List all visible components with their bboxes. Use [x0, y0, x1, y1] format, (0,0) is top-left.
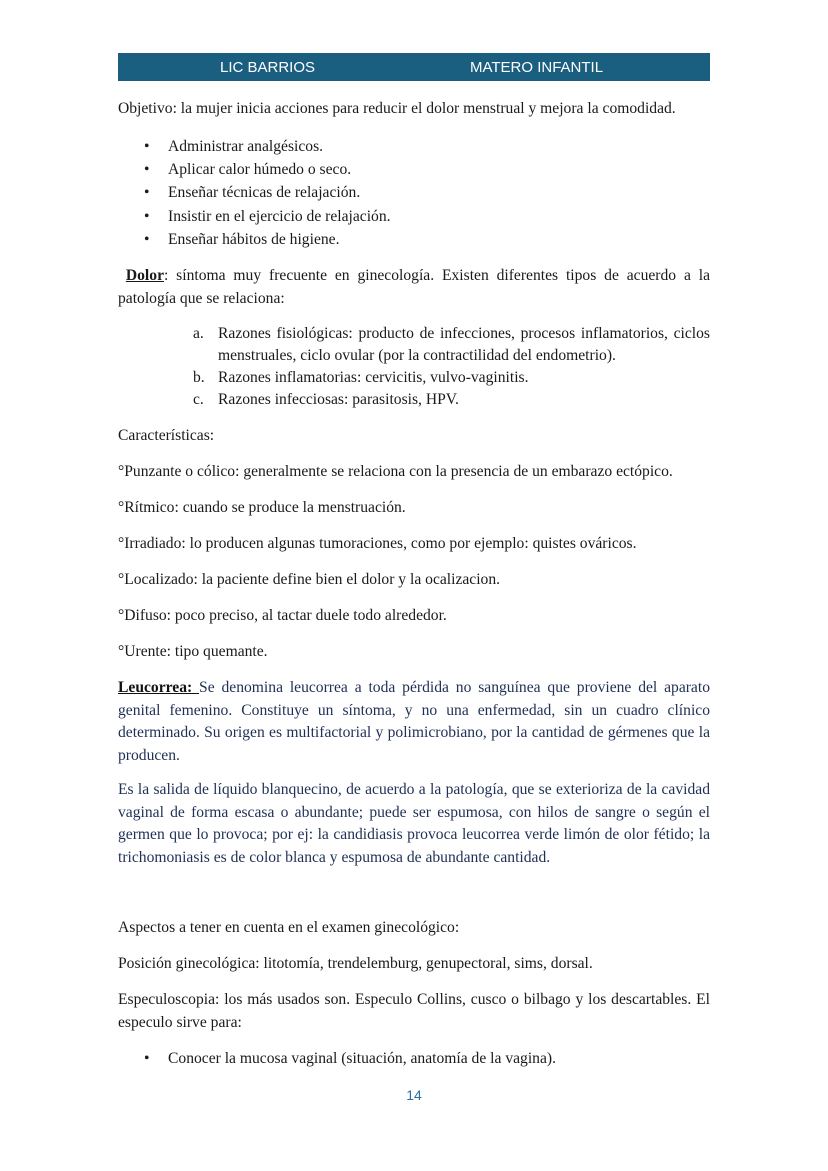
posicion-paragraph: Posición ginecológica: litotomía, trendelemburg, genupectoral, sims, dorsal.	[118, 955, 593, 972]
list-item: • Enseñar hábitos de higiene.	[118, 228, 710, 251]
dolor-paragraph	[118, 265, 710, 310]
razones-list	[118, 323, 710, 411]
caracteristica-item: °Punzante o cólico: generalmente se relaciona con la presencia de un embarazo ectópico.	[118, 463, 673, 480]
list-text: Razones fisiológicas: producto de infecciones, procesos inflamatorios, ciclos menstruales, ciclo ovular (por la contractilidad del endometrio).	[218, 325, 710, 364]
list-item: • Administrar analgésicos.	[118, 135, 710, 158]
caracteristica-item: °Irradiado: lo producen algunas tumoraciones, como por ejemplo: quistes ováricos.	[118, 535, 637, 552]
caracteristicas-title: Características:	[118, 427, 215, 444]
page-header	[118, 53, 710, 81]
list-item	[118, 367, 710, 389]
list-item	[118, 389, 710, 411]
dolor-term: Dolor	[125, 267, 164, 284]
bullet-list-actions	[118, 135, 710, 251]
list-item: • Enseñar técnicas de relajación.	[118, 181, 710, 204]
dolor-text: : síntoma muy frecuente en ginecología. Existen diferentes tipos de acuerdo a la patología que se relaciona:	[118, 267, 710, 307]
caracteristica-item: °Difuso: poco preciso, al tactar duele todo alrededor.	[118, 607, 447, 624]
list-item: • Conocer la mucosa vaginal (situación, anatomía de la vagina).	[118, 1047, 710, 1070]
caracteristica-item: °Urente: tipo quemante.	[118, 643, 268, 660]
leucorrea-term: Leucorrea:	[118, 679, 200, 696]
leucorrea-text: Se denomina leucorrea a toda pérdida no sanguínea que proviene del aparato genital femenino. Constituye un síntoma, y no una enfermedad, sin un cuadro clínico determinado. Su origen es multifactorial y polimicrobiano, por la cantidad de gérmenes que la producen.	[118, 679, 710, 764]
list-item: • Insistir en el ejercicio de relajación.	[118, 205, 710, 228]
header-author: LIC BARRIOS	[220, 59, 316, 76]
salida-paragraph: Es la salida de líquido blanquecino, de acuerdo a la patología, que se exterioriza de la cavidad vaginal de forma escasa o abundante; puede ser espumosa, con hilos de sangre o según el germen que lo provoca; por ej: la candidiasis provoca leucorrea verde limón de olor fétido; la trichomoniasis es de color blanca y espumosa de abundante cantidad.	[118, 781, 710, 866]
list-text: Razones inflamatorias: cervicitis, vulvo-vaginitis.	[218, 369, 529, 386]
page-number: 14	[406, 1087, 422, 1103]
caracteristica-item: °Localizado: la paciente define bien el dolor y la ocalizacion.	[118, 571, 501, 588]
leucorrea-paragraph	[118, 677, 710, 767]
objetivo-paragraph: Objetivo: la mujer inicia acciones para reducir el dolor menstrual y mejora la comodidad.	[118, 100, 676, 117]
header-subject: MATERO INFANTIL	[470, 59, 604, 76]
aspectos-heading: Aspectos a tener en cuenta en el examen ginecológico:	[118, 919, 460, 936]
list-item: • Aplicar calor húmedo o seco.	[118, 158, 710, 181]
bullet-list-especulo	[118, 1047, 710, 1070]
caracteristica-item: °Rítmico: cuando se produce la menstruación.	[118, 499, 406, 516]
especuloscopia-paragraph: Especuloscopia: los más usados son. Especulo Collins, cusco o bilbago y los descartables. El especulo sirve para:	[118, 991, 710, 1031]
list-marker: c.	[193, 391, 204, 408]
list-text: Razones infecciosas: parasitosis, HPV.	[218, 391, 459, 408]
list-marker: b.	[193, 369, 205, 386]
list-item	[118, 323, 710, 367]
list-marker: a.	[193, 325, 204, 342]
